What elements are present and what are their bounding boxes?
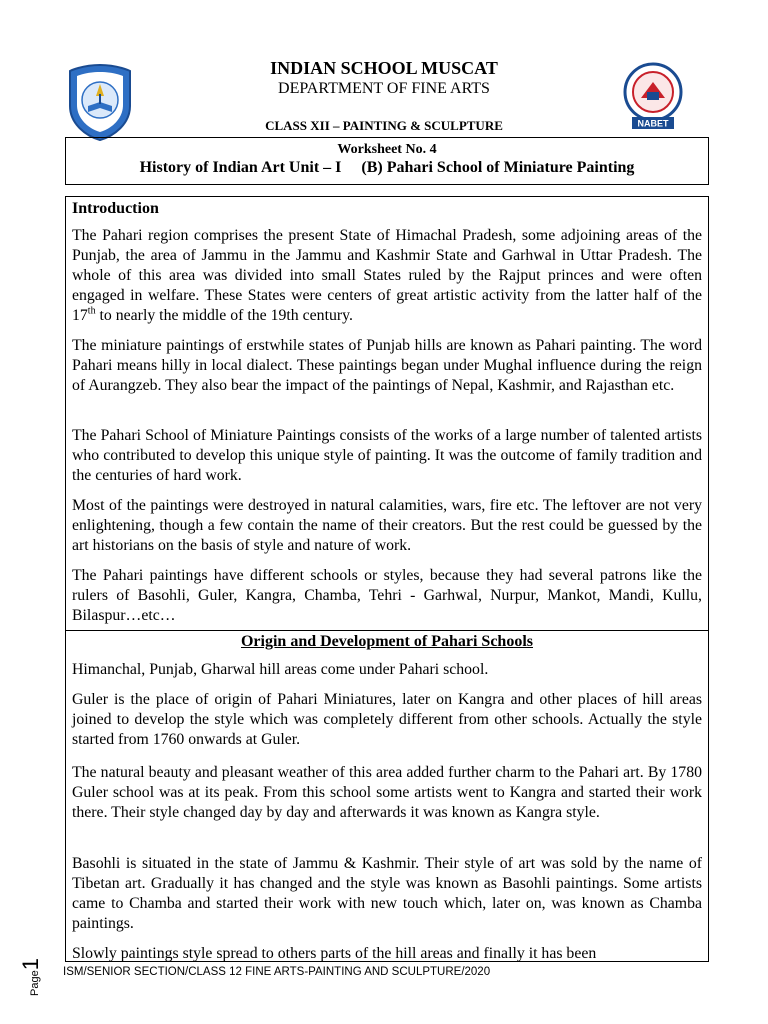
page-word: Page	[29, 970, 41, 996]
intro-paragraph-2: The miniature paintings of erstwhile states of Punjab hills are known as Pahari painting. The word Pahari means hilly in local dialect. These paintings began under Mughal influence during the reign of Aurangzeb. They also bear the impact of the paintings of Nepal, Kashmir, and Rajasthan etc.	[72, 337, 702, 394]
origin-paragraph-2: Guler is the place of origin of Pahari Miniatures, later on Kangra and other places of hill areas joined to develop the style which was completely different from other schools. Actually the style started from 1760 onwards at Guler.	[72, 691, 702, 748]
content-box	[65, 196, 709, 962]
intro-paragraph-4: Most of the paintings were destroyed in natural calamities, wars, fire etc. The leftover are not very enlightening, though a few contain the name of their creators. But the rest could be guessed by the art historians on the basis of style and nature of work.	[72, 497, 702, 554]
origin-paragraph-4: Basohli is situated in the state of Jammu & Kashmir. Their style of art was sold by the name of Tibetan art. Gradually it has changed and the style was known as Basohli paintings. Some artists came to Chamba and started their work with new touch which, later on, was known as Chamba paintings.	[72, 855, 702, 932]
worksheet-title-box	[65, 137, 709, 185]
origin-paragraph-5: Slowly paintings style spread to others parts of the hill areas and finally it has been	[72, 945, 597, 962]
superscript-th: th	[87, 305, 96, 317]
worksheet-title: History of Indian Art Unit – I (B) Pahari School of Miniature Painting	[139, 159, 635, 176]
page-number-label	[18, 958, 44, 996]
footer-text: ISM/SENIOR SECTION/CLASS 12 FINE ARTS-PAINTING AND SCULPTURE/2020	[63, 966, 491, 978]
page-number: 1	[18, 958, 43, 971]
intro-paragraph-5: The Pahari paintings have different schools or styles, because they had several patrons like the rulers of Basohli, Guler, Kangra, Chamba, Tehri - Garhwal, Nurpur, Mankot, Mandi, Kullu, Bilaspur…etc…	[72, 567, 702, 624]
class-line: CLASS XII – PAINTING & SCULPTURE	[265, 118, 503, 133]
school-name: INDIAN SCHOOL MUSCAT	[270, 58, 498, 78]
origin-paragraph-1: Himanchal, Punjab, Gharwal hill areas come under Pahari school.	[72, 661, 489, 678]
intro-paragraph-1: The Pahari region comprises the present State of Himachal Pradesh, some adjoining areas of the Punjab, the area of Jammu in the Jammu and Kashmir State and Garhwal in Uttar Pradesh. The whole of this area was divided into small States ruled by the Rajput princes and were often engaged in welfare. These States were centers of great artistic activity from the latter half of the 17th to nearly the middle of the 19th century.	[72, 227, 702, 324]
nabet-label: NABET	[637, 118, 669, 129]
department-name: DEPARTMENT OF FINE ARTS	[278, 80, 490, 97]
origin-heading: Origin and Development of Pahari Schools	[240, 633, 533, 650]
section-divider	[66, 630, 708, 631]
origin-paragraph-3: The natural beauty and pleasant weather of this area added further charm to the Pahari art. By 1780 Guler school was at its peak. From this school some artists went to Kangra and started their work there. Their style changed day by day and afterwards it was known as Kangra style.	[72, 764, 702, 821]
intro-paragraph-3: The Pahari School of Miniature Paintings consists of the works of a large number of talented artists who contributed to develop this unique style of painting. It was the outcome of family tradition and the centuries of hard work.	[72, 427, 702, 484]
introduction-heading: Introduction	[72, 200, 159, 217]
worksheet-number: Worksheet No. 4	[337, 142, 437, 157]
